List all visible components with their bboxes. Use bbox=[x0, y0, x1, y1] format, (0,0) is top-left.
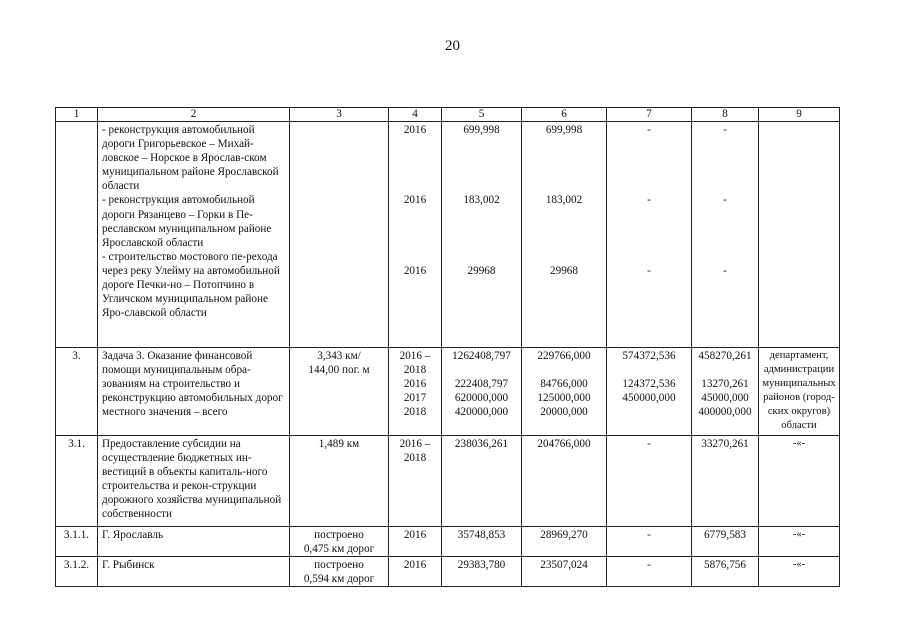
amount-cell: 204766,000 bbox=[522, 436, 607, 527]
amount-cell: 574372,536 124372,536 450000,000 bbox=[607, 348, 692, 436]
page-number: 20 bbox=[445, 38, 460, 54]
year-cell: 2016 – 2018 bbox=[389, 436, 442, 527]
measure-description: Предоставление субсидии на осуществление бюджетных ин-вестиций в объекты капиталь-ного строительства и рекон-струкции дорожного хозяйства муниципальной собственности bbox=[98, 436, 290, 527]
year-cell: 2016 bbox=[389, 527, 442, 557]
program-table bbox=[55, 107, 840, 587]
executor-cell bbox=[759, 122, 840, 348]
column-number: 9 bbox=[759, 108, 840, 122]
amount-cell: - - - bbox=[607, 122, 692, 348]
amount-cell: 28969,270 bbox=[522, 527, 607, 557]
measure-description: - реконструкция автомобильной дороги Григорьевское – Михай-ловское – Норское в Ярослав-ском муниципальном районе Ярославской области - реконструкция автомобильной дороги Рязанцево – Горки в Пе-реславском муниципальном районе Ярославской области - строительство мостового пе-рехода через реку Улейму на автомобильной дороге Печки-но – Потопчино в Угличском муниципальном районе Яро-славской области bbox=[98, 122, 290, 348]
measure-description: Задача 3. Оказание финансовой помощи муниципальным обра-зованиям на строительство и реконструкцию автомобильных дорог местного значения – всего bbox=[98, 348, 290, 436]
row-number bbox=[56, 122, 98, 348]
table-row bbox=[56, 557, 840, 587]
column-number-row bbox=[56, 108, 840, 122]
executor-cell: -«- bbox=[759, 436, 840, 527]
row-number: 3.1.2. bbox=[56, 557, 98, 587]
amount-cell: - bbox=[607, 557, 692, 587]
indicator-cell: 1,489 км bbox=[290, 436, 389, 527]
total-amount-cell: 699,998 183,002 29968 bbox=[442, 122, 522, 348]
column-number: 1 bbox=[56, 108, 98, 122]
executor-cell: департамент, администрации муниципальных районов (город-ских округов) области bbox=[759, 348, 840, 436]
table-row bbox=[56, 527, 840, 557]
column-number: 7 bbox=[607, 108, 692, 122]
amount-cell: - bbox=[607, 436, 692, 527]
executor-cell: -«- bbox=[759, 527, 840, 557]
measure-description: Г. Рыбинск bbox=[98, 557, 290, 587]
total-amount-cell: 35748,853 bbox=[442, 527, 522, 557]
year-cell: 2016 – 2018 2016 2017 2018 bbox=[389, 348, 442, 436]
indicator-cell bbox=[290, 122, 389, 348]
table-row bbox=[56, 122, 840, 348]
row-number: 3.1.1. bbox=[56, 527, 98, 557]
table-row bbox=[56, 348, 840, 436]
amount-cell: 5876,756 bbox=[692, 557, 759, 587]
amount-cell: - bbox=[607, 527, 692, 557]
column-number: 6 bbox=[522, 108, 607, 122]
measure-description: Г. Ярославль bbox=[98, 527, 290, 557]
total-amount-cell: 238036,261 bbox=[442, 436, 522, 527]
amount-cell: 458270,261 13270,261 45000,000 400000,000 bbox=[692, 348, 759, 436]
executor-cell: -«- bbox=[759, 557, 840, 587]
amount-cell: 33270,261 bbox=[692, 436, 759, 527]
column-number: 2 bbox=[98, 108, 290, 122]
amount-cell: - - - bbox=[692, 122, 759, 348]
column-number: 8 bbox=[692, 108, 759, 122]
column-number: 3 bbox=[290, 108, 389, 122]
amount-cell: 23507,024 bbox=[522, 557, 607, 587]
total-amount-cell: 29383,780 bbox=[442, 557, 522, 587]
amount-cell: 699,998 183,002 29968 bbox=[522, 122, 607, 348]
table-row bbox=[56, 436, 840, 527]
year-cell: 2016 2016 2016 bbox=[389, 122, 442, 348]
indicator-cell: построено 0,594 км дорог bbox=[290, 557, 389, 587]
column-number: 5 bbox=[442, 108, 522, 122]
amount-cell: 229766,000 84766,000 125000,000 20000,000 bbox=[522, 348, 607, 436]
indicator-cell: 3,343 км/ 144,00 пог. м bbox=[290, 348, 389, 436]
amount-cell: 6779,583 bbox=[692, 527, 759, 557]
row-number: 3. bbox=[56, 348, 98, 436]
year-cell: 2016 bbox=[389, 557, 442, 587]
column-number: 4 bbox=[389, 108, 442, 122]
row-number: 3.1. bbox=[56, 436, 98, 527]
total-amount-cell: 1262408,797 222408,797 620000,000 420000,000 bbox=[442, 348, 522, 436]
indicator-cell: построено 0,475 км дорог bbox=[290, 527, 389, 557]
